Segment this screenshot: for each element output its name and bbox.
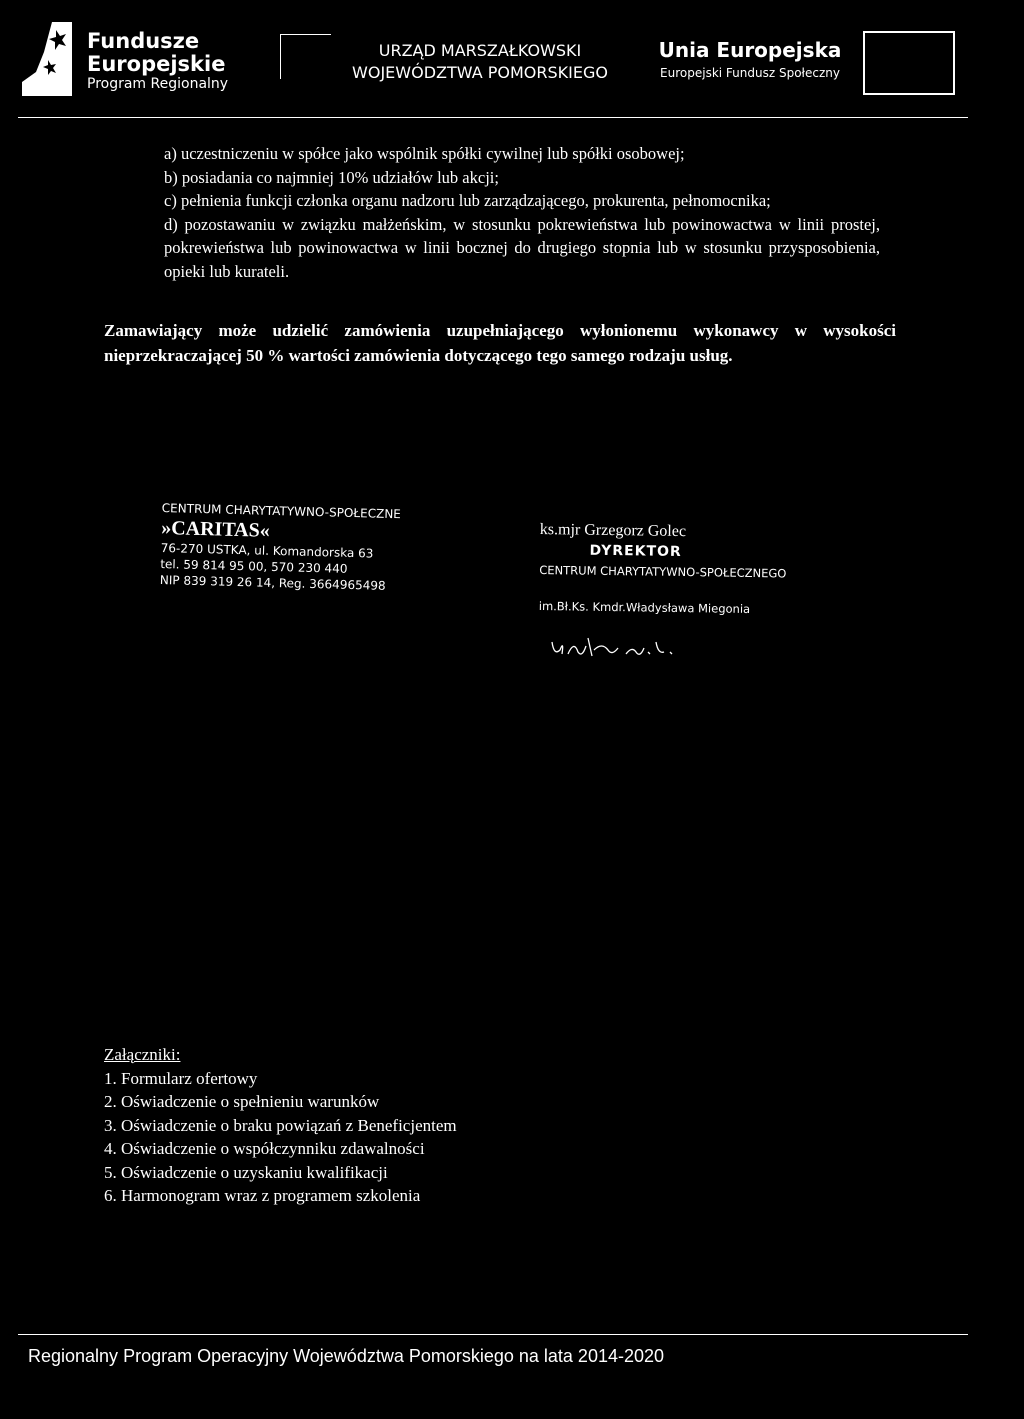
list-item: 1. Formularz ofertowy <box>104 1068 258 1088</box>
fe-subtitle: Program Regionalny <box>87 76 229 92</box>
stamp-line: tel. 59 814 95 00, 570 230 440 <box>160 556 348 576</box>
stamp-caritas: »CARITAS« <box>160 516 271 542</box>
fundusze-europejskie-logo-icon <box>22 22 72 96</box>
attachments-list <box>104 1067 604 1208</box>
stamp-line: 76-270 USTKA, ul. Komandorska 63 <box>160 540 374 561</box>
footer-text: Regionalny Program Operacyjny Województwa Pomorskiego na lata 2014-2020 <box>28 1346 665 1366</box>
list-item: b) posiadania co najmniej 10% udziałów lub akcji; <box>164 167 499 187</box>
attachments-heading: Załączniki: <box>104 1045 181 1064</box>
fe-title <box>87 30 225 76</box>
organization-stamp <box>160 500 432 595</box>
list-item: 3. Oświadczenie o braku powiązań z Beneficjentem <box>104 1115 457 1135</box>
list-item: 2. Oświadczenie o spełnieniu warunków <box>104 1092 380 1111</box>
ue-subtitle: Europejski Fundusz Społeczny <box>660 66 840 80</box>
urzad-line2: WOJEWÓDZTWA POMORSKIEGO <box>352 63 608 82</box>
ue-title: Unia Europejska <box>658 38 842 62</box>
list-item: a) uczestniczeniu w spółce jako wspólnik spółki cywilnej lub spółki osobowej; <box>164 144 685 163</box>
fe-title-line2: Europejskie <box>87 52 226 76</box>
director-title: DYREKTOR <box>589 542 682 560</box>
eu-flag-icon <box>863 31 955 95</box>
director-org: CENTRUM CHARYTATYWNO-SPOŁECZNEGO <box>539 562 787 581</box>
director-stamp <box>539 520 830 620</box>
footer-rule <box>18 1334 968 1335</box>
urzad-marszalkowski <box>330 40 630 84</box>
signature-icon <box>548 632 718 662</box>
supplementary-order-paragraph: Zamawiający może udzielić zamówienia uzupełniającego wyłonionemu wykonawcy w wysokości nieprzekraczającej 50 % wartości zamówienia dotyczącego tego samego rodzaju usług. <box>104 321 896 365</box>
urzad-line1: URZĄD MARSZAŁKOWSKI <box>378 41 582 60</box>
stamp-line: CENTRUM CHARYTATYWNO-SPOŁECZNE <box>161 500 402 522</box>
list-item: 4. Oświadczenie o współczynniku zdawalności <box>104 1139 425 1158</box>
list-item: c) pełnienia funkcji członka organu nadzoru lub zarządzającego, prokurenta, pełnomocnika; <box>164 191 771 210</box>
conditions-list <box>164 142 880 283</box>
director-patron: im.Bł.Ks. Kmdr.Władysława Miegonia <box>538 598 751 616</box>
fe-title-line1: Fundusze <box>87 29 200 53</box>
list-item: 5. Oświadczenie o uzyskaniu kwalifikacji <box>104 1162 388 1182</box>
director-name: ks.mjr Grzegorz Golec <box>539 520 687 541</box>
header-divider <box>280 34 331 79</box>
attachments <box>104 1043 604 1208</box>
header-rule <box>18 117 968 118</box>
stamp-line: NIP 839 319 26 14, Reg. 3664965498 <box>159 572 386 593</box>
list-item: 6. Harmonogram wraz z programem szkolenia <box>104 1186 421 1205</box>
list-item: d) pozostawaniu w związku małżeńskim, w stosunku pokrewieństwa lub powinowactwa w linii prostej, pokrewieństwa lub powinowactwa w linii bocznej do drugiego stopnia lub w stosunku przysposobienia, opieki lub kurateli. <box>164 214 880 281</box>
